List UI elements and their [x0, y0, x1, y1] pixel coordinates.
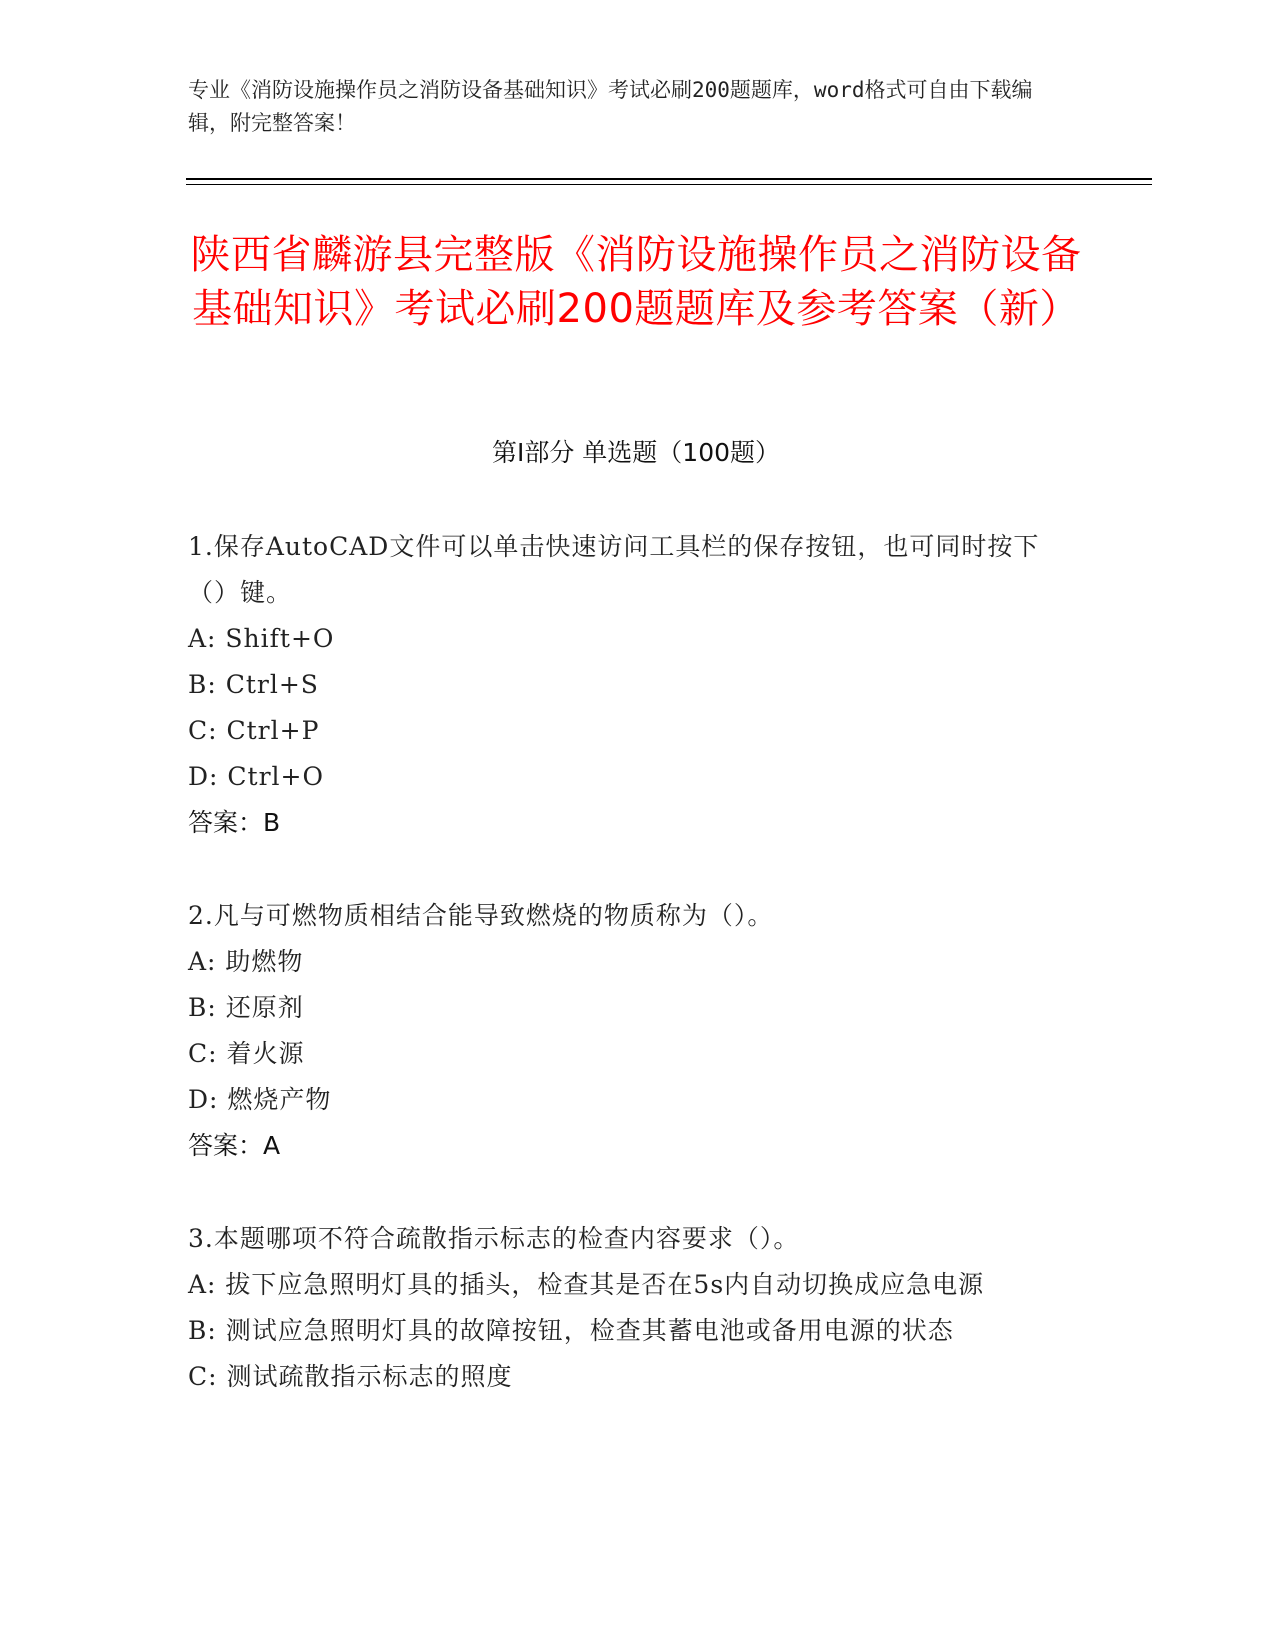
option-d: D: 燃烧产物: [188, 1085, 332, 1114]
header-note: 专业《消防设施操作员之消防设备基础知识》考试必刷200题题库，word格式可自由下载编辑，附完整答案！: [188, 78, 1033, 135]
header-divider-thin: [186, 184, 1152, 185]
question-3: [188, 1216, 1068, 1400]
option-b: B: Ctrl+S: [188, 670, 319, 699]
option-a: A: Shift+O: [188, 624, 335, 653]
question-stem: 1.保存AutoCAD文件可以单击快速访问工具栏的保存按钮，也可同时按下（）键。: [188, 532, 1040, 607]
question-1: [188, 524, 1068, 846]
header-divider-thick: [186, 178, 1152, 180]
option-c: C: 着火源: [188, 1039, 305, 1068]
question-list: [188, 524, 1068, 1447]
option-c: C: 测试疏散指示标志的照度: [188, 1362, 513, 1391]
answer-line: 答案：B: [188, 808, 281, 837]
option-c: C: Ctrl+P: [188, 716, 320, 745]
answer-line: 答案：A: [188, 1131, 281, 1160]
option-b: B: 测试应急照明灯具的故障按钮，检查其蓄电池或备用电源的状态: [188, 1316, 954, 1345]
question-2: [188, 893, 1068, 1169]
question-stem: 2.凡与可燃物质相结合能导致燃烧的物质称为（）。: [188, 901, 774, 930]
option-b: B: 还原剂: [188, 993, 304, 1022]
option-a: A: 助燃物: [188, 947, 304, 976]
option-d: D: Ctrl+O: [188, 762, 324, 791]
section-title: 第I部分 单选题（100题）: [491, 438, 781, 467]
option-a: A: 拔下应急照明灯具的插头，检查其是否在5s内自动切换成应急电源: [188, 1270, 985, 1299]
document-title: 陕西省麟游县完整版《消防设施操作员之消防设备基础知识》考试必刷200题题库及参考答案（新）: [190, 232, 1082, 332]
question-stem: 3.本题哪项不符合疏散指示标志的检查内容要求（）。: [188, 1224, 800, 1253]
